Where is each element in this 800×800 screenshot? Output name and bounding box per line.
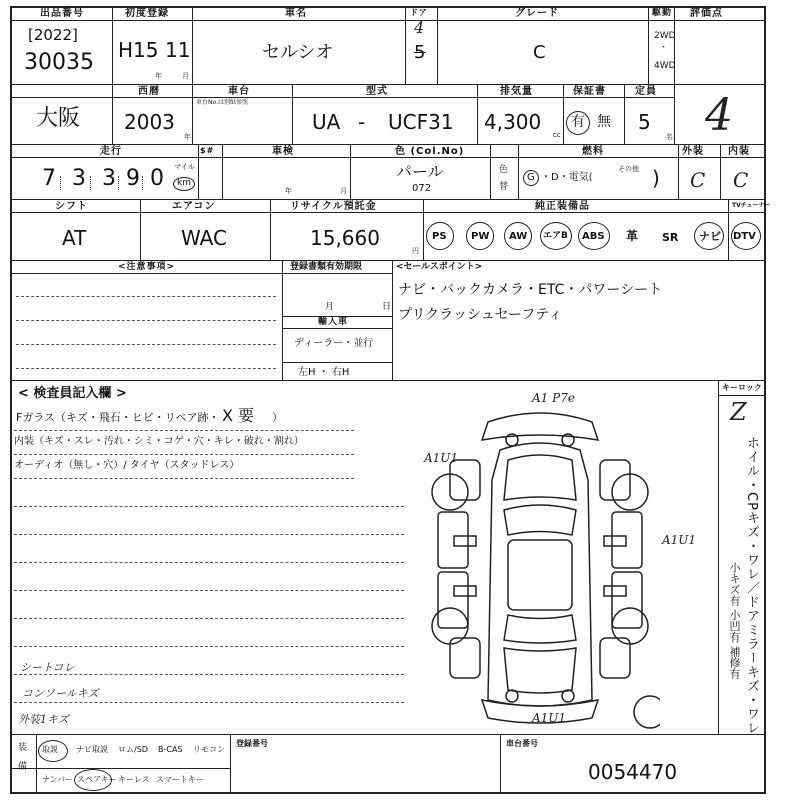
capacity-label: 定員: [635, 86, 657, 97]
windshield-note: Fガラス（キズ・飛石・ヒビ・リペア跡・: [16, 411, 220, 424]
door-count: 5: [414, 42, 426, 63]
inspection-label: 車検: [272, 146, 294, 157]
side-note-wheel-mirror: ホイル・CPキズ・ワレ／ドアミラーキズ・ワレ: [744, 436, 759, 735]
model-code: UCF31: [388, 110, 454, 134]
fuel-other-label: その他: [618, 165, 639, 173]
accessory-item: ロム/SD: [118, 745, 148, 754]
registration-number-label: 登録番号: [236, 739, 268, 748]
interior-label: 内装: [728, 146, 750, 157]
accessory-item: リモコン: [193, 745, 225, 754]
drive-2wd: 2WD: [654, 31, 676, 41]
inspection-month-unit: 月: [340, 187, 347, 195]
damage-mark-left-front: A1U1: [424, 451, 459, 465]
car-damage-diagram: [420, 400, 660, 730]
first-reg-month-unit: 月: [182, 72, 189, 80]
lot-number-label: 出品番号: [40, 8, 84, 19]
equipment-leather: 革: [626, 229, 639, 243]
shift-value: AT: [62, 226, 87, 250]
capacity: 5: [638, 110, 651, 134]
recycle-label: リサイクル預託金: [290, 201, 377, 212]
interior-grade: C: [733, 168, 749, 192]
grade-value: C: [533, 42, 546, 63]
equipment-sunroof: SR: [662, 231, 679, 244]
equipment-navi: ナビ: [699, 230, 721, 243]
accessory-item: スマートキー: [156, 775, 204, 784]
fuel-gasoline: G: [527, 172, 535, 183]
first-reg-month: 11: [165, 38, 191, 62]
mileage-label: 走行: [100, 146, 122, 157]
expiry-month-unit: 月: [325, 302, 335, 312]
recycle-unit: 円: [412, 247, 419, 255]
displacement: 4,300: [484, 110, 542, 134]
door-handwritten: 4: [414, 18, 425, 37]
equipment-ps: PS: [432, 231, 447, 242]
lot-number: 30035: [24, 50, 94, 75]
mileage-unit-label: $#: [200, 146, 215, 155]
car-name-label: 車名: [285, 8, 307, 19]
drive-label: 駆動: [652, 8, 673, 18]
inspector-handnote: コンソールキズ: [22, 687, 99, 700]
recycle-value: 15,660: [310, 226, 380, 250]
fuel-options: ・D・電気(: [541, 172, 593, 183]
inspector-title: < 検査員記入欄 >: [18, 386, 127, 401]
equipment-label: 純正装備品: [535, 201, 590, 212]
vin-note: 車台No.は別紙参照: [196, 99, 248, 106]
year-label: 西暦: [138, 86, 160, 97]
accessory-item: キーレス: [118, 775, 150, 784]
warranty-no: 無: [597, 114, 611, 130]
dealer-parallel: ディーラー・並行: [294, 338, 374, 349]
vin-label: 車台: [228, 86, 250, 97]
equipment-dtv: DTV: [733, 231, 756, 242]
damage-mark-rear: A1U1: [532, 711, 567, 725]
inspector-handnote: シートコレ: [20, 661, 75, 674]
accessory-item: B-CAS: [158, 745, 183, 754]
warranty-yes: 有: [571, 114, 585, 130]
accessories-label: 装備: [16, 742, 26, 780]
chassis-number: 0054470: [588, 760, 678, 784]
interior-note: 内装（キズ・スレ・汚れ・シミ・コゲ・穴・キレ・破れ・割れ）: [14, 436, 304, 447]
exterior-grade: C: [690, 168, 706, 192]
selling-point: プリクラッシュセーフティ: [398, 307, 563, 323]
warranty-label: 保証書: [573, 86, 606, 97]
keylock-label: キーロック: [722, 383, 762, 392]
color-number: 072: [412, 183, 432, 194]
color-change-label: 色替: [497, 164, 507, 198]
damage-mark-front: A1 P7e: [532, 391, 575, 405]
unit-km: km: [177, 178, 191, 188]
door-label: ドア: [410, 8, 428, 17]
score-label: 評価点: [690, 8, 723, 19]
chassis-number-label: 車台番号: [506, 739, 538, 748]
mileage-digit: 0: [150, 166, 164, 191]
caution-label: <注意事項>: [118, 262, 176, 272]
displacement-unit: cc: [553, 131, 561, 139]
fuel-close-paren: ): [652, 166, 660, 190]
windshield-mark: X 要: [222, 406, 255, 425]
accessory-item: ナビ取説: [76, 745, 108, 754]
displacement-label: 排気量: [500, 86, 533, 97]
color-label: 色 (Col.No): [395, 146, 465, 157]
first-reg-era-year: H15: [118, 38, 159, 62]
car-name: セルシオ: [262, 42, 334, 63]
damage-mark-right: A1U1: [662, 533, 697, 547]
drive-4wd: 4WD: [654, 61, 676, 71]
first-registration-label: 初度登録: [125, 8, 169, 19]
fuel-label: 燃料: [582, 146, 604, 157]
accessory-item: ナンバー: [42, 775, 74, 784]
capacity-unit: 名: [666, 133, 673, 141]
equipment-airbag: エアB: [543, 231, 568, 241]
first-reg-year-unit: 年: [155, 72, 162, 80]
equipment-pw: PW: [471, 231, 490, 242]
model-dash: -: [358, 110, 366, 134]
lot-year-tag: [2022]: [28, 26, 78, 44]
keylock-mark: Z: [730, 398, 747, 426]
equipment-aw: AW: [509, 231, 528, 242]
aircon-value: WAC: [181, 226, 227, 250]
shift-label: シフト: [55, 201, 88, 212]
equipment-abs: ABS: [582, 231, 605, 242]
steering-side: 左H ・ 右H: [298, 367, 350, 378]
unit-mile: マイル: [174, 163, 195, 171]
selling-points-label: <セールスポイント>: [396, 262, 483, 272]
mileage-digit: 3: [72, 166, 86, 191]
exterior-label: 外装: [682, 146, 704, 157]
mileage-digit: 3: [102, 166, 116, 191]
aircon-label: エアコン: [172, 201, 216, 212]
accessory-item: 取説: [42, 745, 58, 754]
mileage-digit: 7: [42, 166, 56, 191]
windshield-close: ）: [272, 411, 283, 424]
registration-expiry-label: 登録書類有効期限: [290, 262, 363, 272]
model-label: 型式: [366, 86, 388, 97]
inspector-handnote: 外装1キズ: [18, 713, 69, 726]
accessory-item: スペアキー: [77, 775, 117, 784]
color-value: パール: [396, 162, 444, 181]
side-note-repairs: 小キズ有 小凹有 補修有: [728, 562, 741, 679]
import-car-label: 輸入車: [318, 317, 349, 327]
expiry-day-unit: 日: [382, 302, 392, 312]
selling-point: ナビ・バックカメラ・ETC・パワーシート: [398, 282, 663, 298]
region: 大阪: [36, 106, 81, 131]
model-year: 2003: [124, 110, 175, 134]
inspection-year-unit: 年: [285, 187, 292, 195]
mileage-digit: 9: [126, 166, 140, 191]
score-value: 4: [705, 90, 733, 141]
model-prefix: UA: [312, 110, 341, 134]
model-year-unit: 年: [184, 133, 191, 141]
grade-label: グレード: [515, 8, 559, 19]
audio-tire-note: オーディオ（無し・穴）/ タイヤ（スタッドレス）: [14, 460, 240, 471]
tuner-label: TVチューナー: [732, 202, 771, 209]
drive-dot: ・: [659, 43, 669, 53]
